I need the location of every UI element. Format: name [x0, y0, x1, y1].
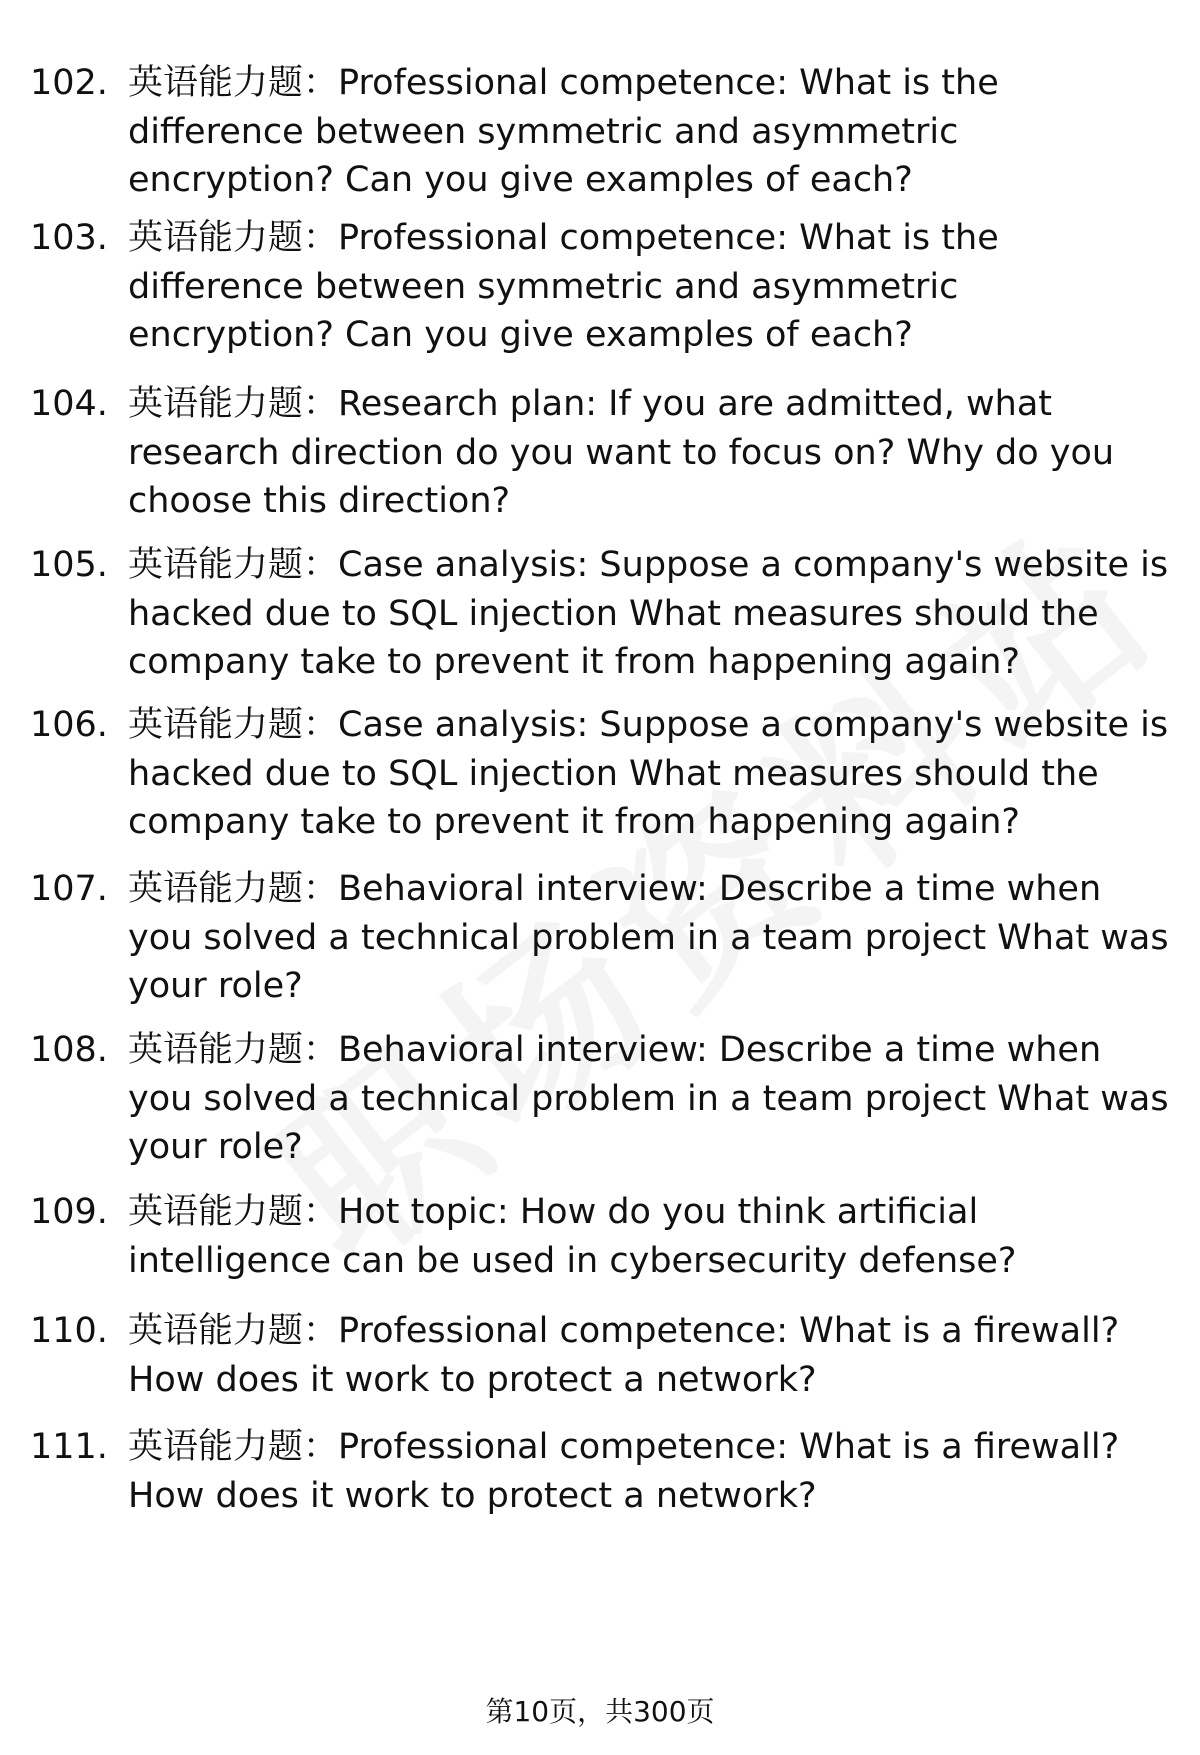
- question-number: 111.: [30, 1427, 108, 1467]
- question-body: [128, 59, 1173, 205]
- question-text: Professional competence: What is the difference between symmetric and asymmetric encryption? Can you give examples of each?: [128, 63, 999, 200]
- question-body: [128, 1026, 1173, 1172]
- question-number: 106.: [30, 705, 108, 745]
- question-body: [128, 701, 1173, 847]
- question-text: Professional competence: What is a firewall? How does it work to protect a network?: [128, 1427, 1120, 1516]
- question-number: 105.: [30, 545, 108, 585]
- question-number: 104.: [30, 384, 108, 424]
- question-body: [128, 1423, 1173, 1520]
- question-tag: 英语能力题：: [128, 1030, 339, 1070]
- question-text: Case analysis: Suppose a company's website is hacked due to SQL injection What measures should the company take to prevent it from happening again?: [128, 705, 1169, 842]
- question-tag: 英语能力题：: [128, 1192, 339, 1232]
- question-text: Behavioral interview: Describe a time when you solved a technical problem in a team project What was your role?: [128, 1030, 1169, 1167]
- question-tag: 英语能力题：: [128, 384, 339, 424]
- question-number: 110.: [30, 1311, 108, 1351]
- question-number: 107.: [30, 869, 108, 909]
- question-text: Professional competence: What is a firewall? How does it work to protect a network?: [128, 1311, 1120, 1400]
- question-body: [128, 865, 1173, 1011]
- question-body: [128, 541, 1173, 687]
- question-tag: 英语能力题：: [128, 1427, 339, 1467]
- question-text: Research plan: If you are admitted, what research direction do you want to focus on? Why do you choose this direction?: [128, 384, 1115, 521]
- question-number: 102.: [30, 63, 108, 103]
- question-body: [128, 214, 1173, 360]
- question-text: Hot topic: How do you think artificial intelligence can be used in cybersecurity defense?: [128, 1192, 1017, 1281]
- question-tag: 英语能力题：: [128, 705, 339, 745]
- question-tag: 英语能力题：: [128, 1311, 339, 1351]
- question-text: Behavioral interview: Describe a time when you solved a technical problem in a team project What was your role?: [128, 869, 1169, 1006]
- question-number: 109.: [30, 1192, 108, 1232]
- question-text: Case analysis: Suppose a company's website is hacked due to SQL injection What measures should the company take to prevent it from happening again?: [128, 545, 1169, 682]
- question-body: [128, 1307, 1173, 1404]
- question-tag: 英语能力题：: [128, 869, 339, 909]
- question-tag: 英语能力题：: [128, 63, 339, 103]
- question-tag: 英语能力题：: [128, 218, 339, 258]
- question-text: Professional competence: What is the difference between symmetric and asymmetric encryption? Can you give examples of each?: [128, 218, 999, 355]
- question-body: [128, 1188, 1173, 1285]
- question-number: 103.: [30, 218, 108, 258]
- page-footer: 第10页，共300页: [485, 1695, 715, 1728]
- question-number: 108.: [30, 1030, 108, 1070]
- question-body: [128, 380, 1173, 526]
- question-tag: 英语能力题：: [128, 545, 339, 585]
